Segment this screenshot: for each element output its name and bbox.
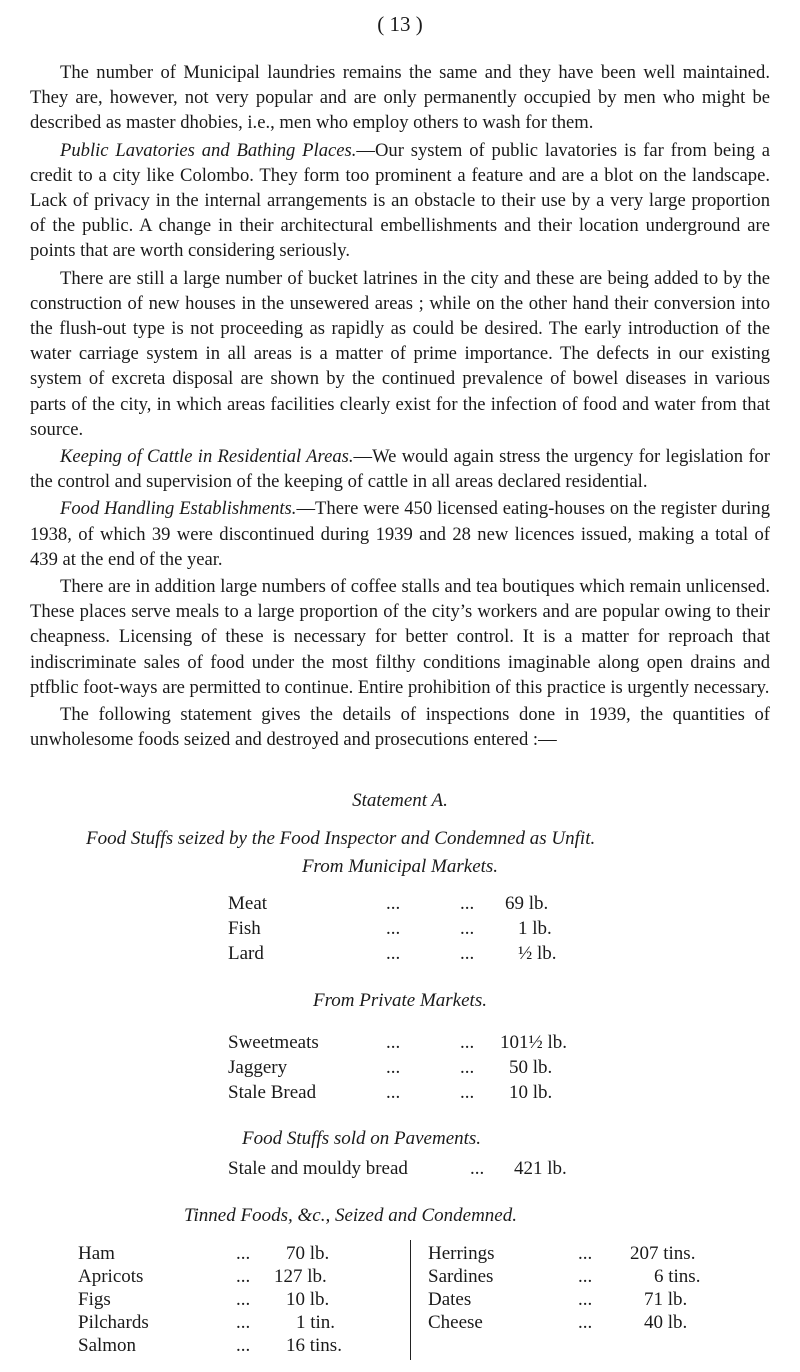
paragraph-heading: Food Handling Establishments. [60,498,297,520]
municipal-markets-heading: From Municipal Markets. [301,856,499,877]
page-number: ( 13 ) [377,12,423,36]
item-quantity: 10 lb. [286,1289,330,1310]
leader-dots: ... [386,1082,401,1103]
tinned-foods-heading: Tinned Foods, &c., Seized and Condemned. [184,1205,517,1226]
leader-dots: ... [470,1158,485,1179]
leader-dots: ... [460,1082,475,1103]
paragraph [30,60,770,136]
paragraph-heading: Keeping of Cattle in Residential Areas. [60,446,354,468]
item-name: Herrings [428,1243,495,1264]
paragraph-heading: Public Lavatories and Bathing Places. [60,139,357,161]
item-name: Cheese [428,1312,483,1333]
paragraph-text: —There were 450 licensed eating-houses on the register during 1938, of which 39 were discontinued during 1939 and 28 new licences issued, making a total of 439 at the end of the year. [30,498,770,570]
statement-title: Statement A. [352,790,448,811]
leader-dots: ... [460,943,475,964]
paragraph [30,574,770,700]
item-name: Fish [228,918,261,939]
statement-subtitle: Food Stuffs seized by the Food Inspector and Condemned as Unfit. [86,828,596,849]
paragraph [30,266,770,442]
item-quantity: 1 lb. [518,918,552,939]
item-quantity: 421 lb. [514,1158,567,1179]
leader-dots: ... [236,1289,251,1310]
leader-dots: ... [460,918,475,939]
leader-dots: ... [578,1243,593,1264]
paragraph-text: The following statement gives the details of inspections done in 1939, the quantities of unwholesome foods seized and destroyed and prosecutions entered :— [30,704,770,751]
item-quantity: 71 lb. [644,1289,688,1310]
paragraph [30,138,770,264]
item-name: Pilchards [78,1312,149,1333]
item-name: Lard [228,943,264,964]
item-name: Figs [78,1289,111,1310]
item-quantity: 16 tins. [286,1335,342,1356]
paragraph-text: There are still a large number of bucket latrines in the city and these are being added to by the construction of new houses in the unsewered areas ; while on the other hand their conversion into the flush-out type is not proceeding as rapidly as could be desired. The early introduction of the water carriage system in all areas is a matter of prime importance. The defects in our existing system of excreta disposal are shown by the continued prevalence of bowel diseases in various parts of the city, in which areas facilities clearly exist for the infection of food and water from that source. [30,267,770,440]
item-quantity: 50 lb. [509,1057,553,1078]
item-quantity: 10 lb. [509,1082,553,1103]
private-markets-heading: From Private Markets. [313,990,487,1011]
item-quantity: 1 tin. [296,1312,336,1333]
column-divider [410,1240,411,1360]
paragraph-text: —We would again stress the urgency for legislation for the control and supervision of the keeping of cattle in all areas declared residential. [30,446,770,493]
paragraph [30,702,770,752]
item-name: Salmon [78,1335,137,1356]
leader-dots: ... [578,1312,593,1333]
pavements-heading: Food Stuffs sold on Pavements. [242,1128,482,1149]
leader-dots: ... [386,1032,401,1053]
item-name: Stale and mouldy bread [228,1158,408,1179]
item-name: Sweetmeats [228,1032,319,1053]
leader-dots: ... [386,1057,401,1078]
leader-dots: ... [460,893,475,914]
item-quantity: 40 lb. [644,1312,688,1333]
paragraph-text: There are in addition large numbers of coffee stalls and tea boutiques which remain unlicensed. These places serve meals to a large proportion of the city’s workers and are popular owing to their cheapness. Licensing of these is necessary for better control. It is a matter for reproach that indiscriminate sales of food under the most filthy conditions imaginable along open drains and ptfblic foot-ways are permitted to continue. Entire prohibition of this practice is urgently necessary. [30,576,770,698]
item-quantity: 127 lb. [274,1266,327,1287]
item-name: Jaggery [228,1057,288,1078]
item-quantity: 101½ lb. [500,1032,568,1053]
paragraph [30,496,770,572]
leader-dots: ... [236,1243,251,1264]
item-name: Ham [78,1243,115,1264]
leader-dots: ... [386,893,401,914]
leader-dots: ... [578,1266,593,1287]
body-text [30,60,770,754]
leader-dots: ... [236,1312,251,1333]
paragraph [30,444,770,494]
leader-dots: ... [460,1032,475,1053]
leader-dots: ... [386,918,401,939]
item-quantity: 70 lb. [286,1243,330,1264]
item-name: Meat [228,893,268,914]
leader-dots: ... [236,1266,251,1287]
leader-dots: ... [386,943,401,964]
leader-dots: ... [578,1289,593,1310]
item-name: Dates [428,1289,472,1310]
item-quantity: 6 tins. [654,1266,701,1287]
paragraph-text: —Our system of public lavatories is far from being a credit to a city like Colombo. They form too prominent a feature and are a blot on the landscape. Lack of privacy in the internal arrangements is an obstacle to their use by a very large proportion of the public. A change in their architectural embellishments and their location underground are points that are worth considering seriously. [30,139,771,262]
item-name: Sardines [428,1266,494,1287]
item-name: Apricots [78,1266,144,1287]
item-quantity: ½ lb. [518,943,557,964]
paragraph-text: The number of Municipal laundries remains the same and they have been well maintained. They are, however, not very popular and are only permanently occupied by men who might be described as master dhobies, i.e., men who employ others to wash for them. [30,62,770,134]
leader-dots: ... [236,1335,251,1356]
item-quantity: 207 tins. [630,1243,696,1264]
item-quantity: 69 lb. [505,893,549,914]
leader-dots: ... [460,1057,475,1078]
item-name: Stale Bread [228,1082,317,1103]
